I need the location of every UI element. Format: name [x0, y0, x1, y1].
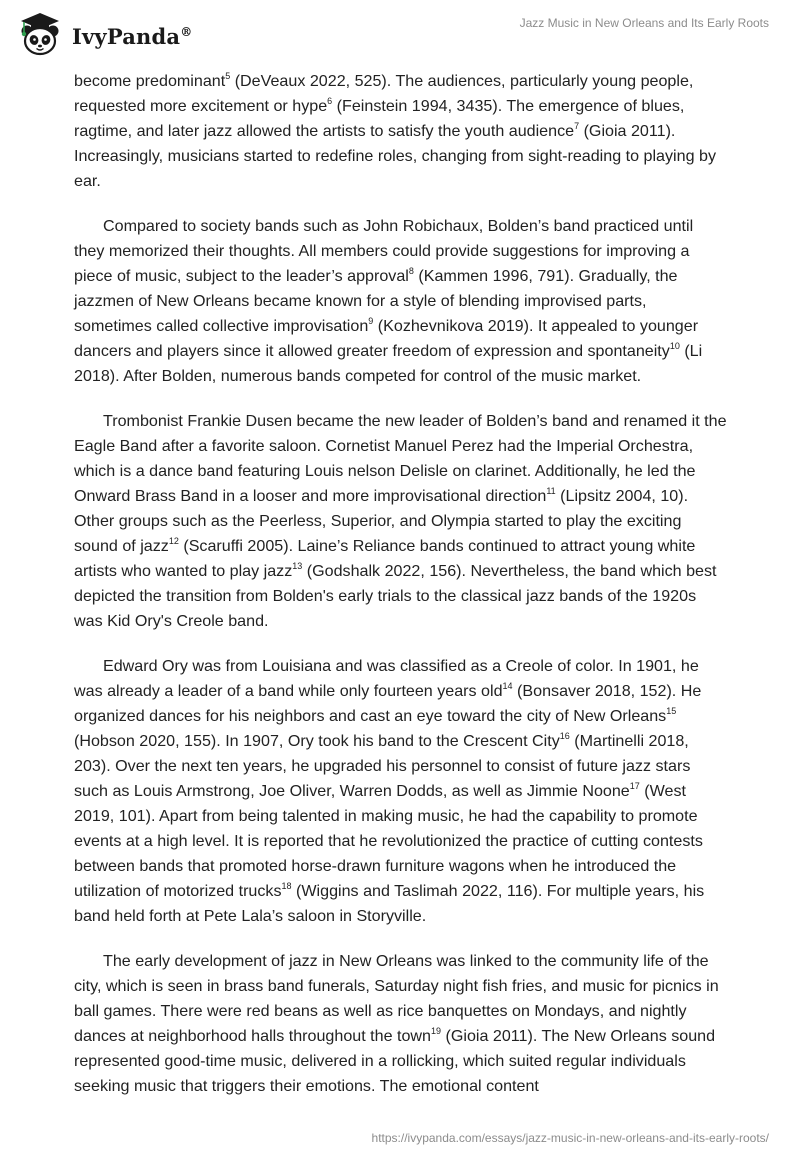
brand-name	[72, 24, 192, 49]
paragraph-text: become predominant	[74, 72, 226, 90]
brand-name-text: IvyPanda	[72, 23, 181, 49]
paragraph-text: (Hobson 2020, 155). In 1907, Ory took his band to the Crescent City	[74, 732, 560, 750]
ivypanda-logo[interactable]	[14, 10, 192, 58]
source-url[interactable]: https://ivypanda.com/essays/jazz-music-in-new-orleans-and-its-early-roots/	[371, 1131, 769, 1145]
paragraph-text: (Godshalk 2022, 156). Nevertheless, the band which best depicted the transition from Bolden's early trials to the classical jazz bands of the 1920s was Kid Ory's Creole band.	[74, 562, 717, 630]
paragraph-text: (Li 2018). After Bolden, numerous bands competed for control of the music market.	[74, 342, 703, 385]
footnote-reference[interactable]: 14	[502, 680, 513, 691]
footnote-reference[interactable]: 19	[431, 1025, 442, 1036]
footnote-reference[interactable]: 12	[168, 535, 179, 546]
footnote-reference[interactable]: 6	[327, 95, 333, 106]
paragraph-text: (Scaruffi 2005). Laine’s Reliance bands continued to attract young white artists who wanted to play jazz	[74, 537, 696, 580]
paragraph-text: The early development of jazz in New Orleans was linked to the community life of the city, which is seen in brass band funerals, Saturday night fish fries, and music for picnics in ball games. There were red beans as well as rice banquettes on Mondays, and nightly dances at neighborhood halls throughout the town	[74, 952, 719, 1045]
essay-paragraph	[74, 949, 728, 1099]
registered-mark: ®	[180, 24, 193, 39]
paragraph-text: (Martinelli 2018, 203). Over the next ten years, he upgraded his personnel to consist of future jazz stars such as Louis Armstrong, Joe Oliver, Warren Dodds, as well as Jimmie Noone	[74, 732, 691, 800]
essay-paragraph	[74, 409, 728, 634]
paragraph-text: (DeVeaux 2022, 525). The audiences, particularly young people, requested more excitement or hype	[74, 72, 694, 115]
paragraph-text: Compared to society bands such as John Robichaux, Bolden’s band practiced until they memorized their thoughts. All members could provide suggestions for improving a piece of music, subject to the leader’s approval	[74, 217, 694, 285]
paragraph-text: (Bonsaver 2018, 152). He organized dances for his neighbors and cast an eye toward the city of New Orleans	[74, 682, 702, 725]
paragraph-text: (Wiggins and Taslimah 2022, 116). For multiple years, his band held forth at Pete Lala’s saloon in Storyville.	[74, 882, 705, 925]
footnote-reference[interactable]: 18	[281, 880, 292, 891]
footnote-reference[interactable]: 10	[669, 340, 680, 351]
document-title: Jazz Music in New Orleans and Its Early Roots	[519, 16, 769, 30]
footnote-reference[interactable]: 5	[225, 70, 231, 81]
paragraph-text: Trombonist Frankie Dusen became the new leader of Bolden’s band and renamed it the Eagle Band after a favorite saloon. Cornetist Manuel Perez had the Imperial Orchestra, which is a dance band featuring Louis nelson Delisle on clarinet. Additionally, he led the Onward Brass Band in a looser and more improvisational direction	[74, 412, 727, 505]
paragraph-text: (Kammen 1996, 791). Gradually, the jazzmen of New Orleans became known for a style of blending improvised parts, sometimes called collective improvisation	[74, 267, 678, 335]
footnote-reference[interactable]: 13	[292, 560, 303, 571]
panda-graduation-cap-icon	[14, 10, 68, 58]
essay-paragraph	[74, 69, 728, 194]
footnote-reference[interactable]: 11	[546, 485, 556, 496]
essay-paragraph	[74, 654, 728, 929]
footnote-reference[interactable]: 8	[408, 265, 414, 276]
paragraph-text: (Gioia 2011). The New Orleans sound represented good-time music, delivered in a rollicking, which suited regular individuals seeking music that triggers their emotions. The emotional content	[74, 1027, 716, 1095]
paragraph-text: Edward Ory was from Louisiana and was classified as a Creole of color. In 1901, he was already a leader of a band while only fourteen years old	[74, 657, 699, 700]
footnote-reference[interactable]: 17	[629, 780, 640, 791]
page-header	[0, 0, 800, 70]
paragraph-text: (Feinstein 1994, 3435). The emergence of blues, ragtime, and later jazz allowed the artists to satisfy the youth audience	[74, 97, 685, 140]
footnote-reference[interactable]: 16	[559, 730, 570, 741]
paragraph-text: (Gioia 2011). Increasingly, musicians started to redefine roles, changing from sight-reading to playing by ear.	[74, 122, 716, 190]
footnote-reference[interactable]: 9	[368, 315, 374, 326]
essay-body	[74, 69, 728, 1119]
footnote-reference[interactable]: 15	[666, 705, 677, 716]
essay-paragraph	[74, 214, 728, 389]
paragraph-text: (Kozhevnikova 2019). It appealed to younger dancers and players since it allowed greater freedom of expression and spontaneity	[74, 317, 699, 360]
paragraph-text: (West 2019, 101). Apart from being talented in making music, he had the capability to promote events at a high level. It is reported that he revolutionized the practice of cutting contests between bands that promoted horse-drawn furniture wagons when he introduced the utilization of motorized trucks	[74, 782, 703, 900]
footnote-reference[interactable]: 7	[574, 120, 580, 131]
paragraph-text: (Lipsitz 2004, 10). Other groups such as the Peerless, Superior, and Olympia started to play the exciting sound of jazz	[74, 487, 689, 555]
